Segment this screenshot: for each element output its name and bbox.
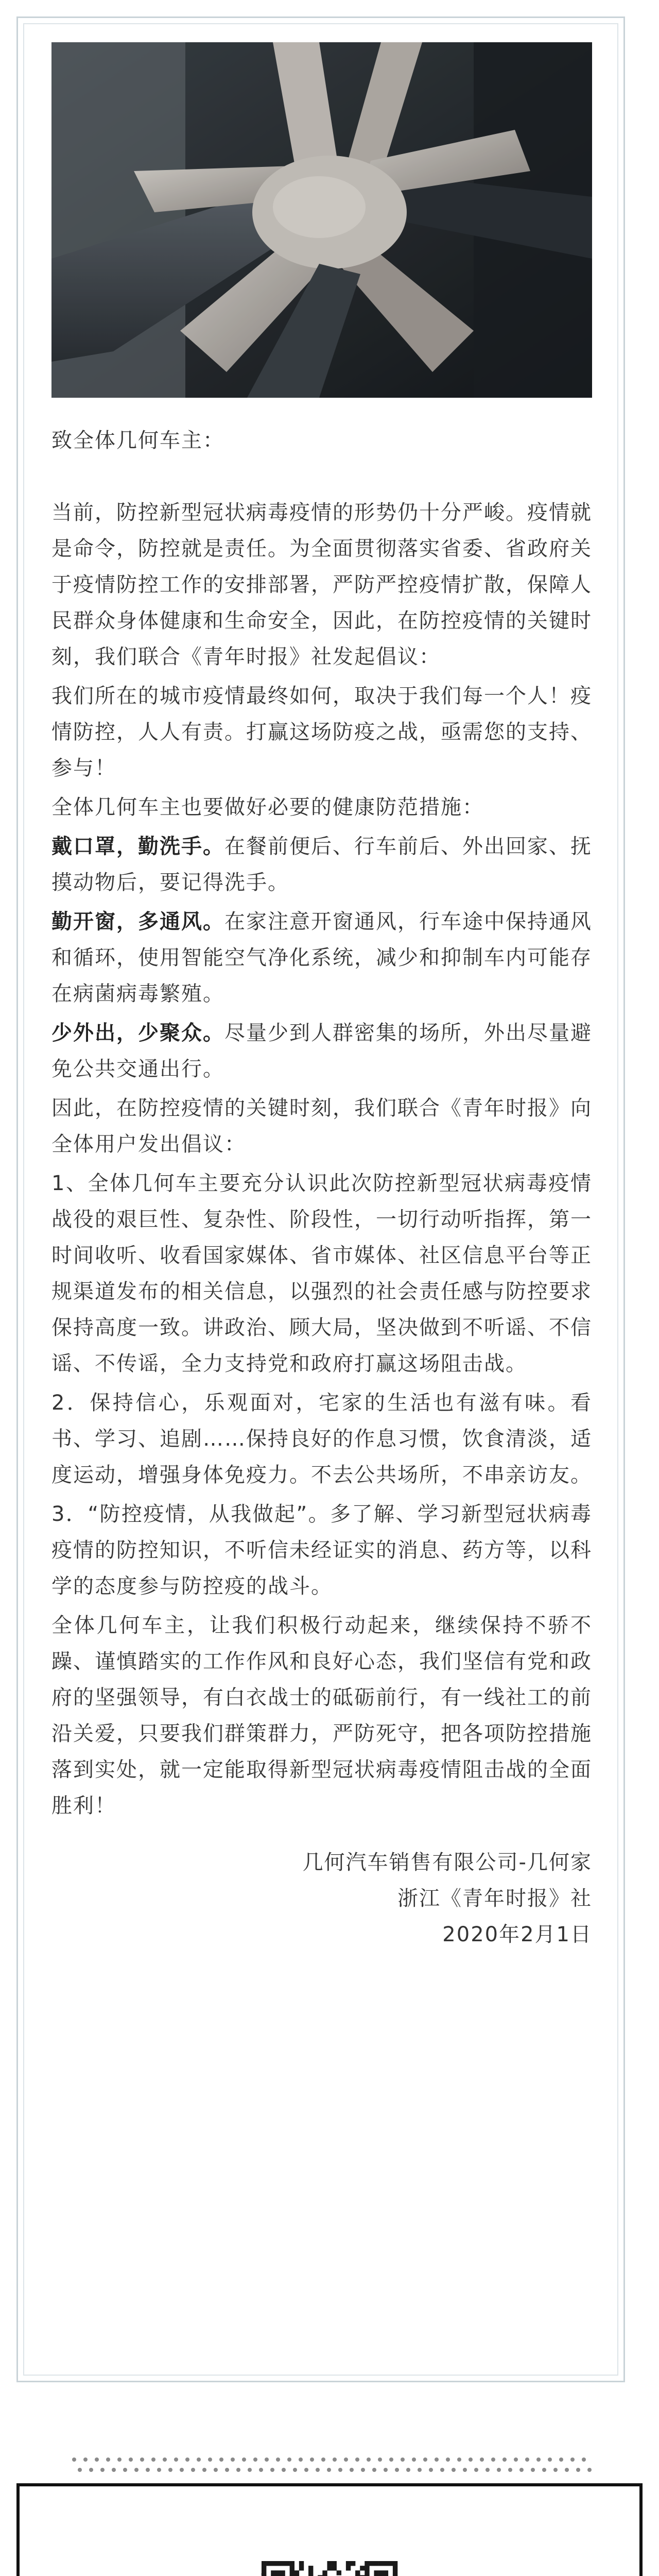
qr-module xyxy=(337,2570,341,2575)
divider-dot xyxy=(185,2458,189,2462)
divider-dot xyxy=(395,2468,399,2472)
divider-dot xyxy=(236,2468,240,2472)
divider-dot xyxy=(508,2468,512,2472)
qr-module xyxy=(346,2566,351,2570)
qr-module xyxy=(262,2566,266,2570)
divider-dot xyxy=(582,2458,586,2462)
divider-dot xyxy=(389,2458,393,2462)
divider-dot xyxy=(469,2458,473,2462)
qr-module xyxy=(374,2570,378,2575)
divider-dot xyxy=(265,2458,269,2462)
divider-dot xyxy=(100,2468,105,2472)
divider-dot xyxy=(553,2468,558,2472)
qr-module xyxy=(393,2566,397,2570)
qr-module xyxy=(275,2570,280,2575)
divider-dot xyxy=(429,2468,433,2472)
divider-dot xyxy=(542,2468,546,2472)
divider-dot xyxy=(299,2458,303,2462)
qr-module xyxy=(351,2561,355,2566)
qr-module xyxy=(384,2570,388,2575)
qr-module xyxy=(332,2566,337,2570)
divider-dot xyxy=(129,2458,133,2462)
dotted-divider-top xyxy=(72,2458,587,2478)
divider-dot xyxy=(140,2458,144,2462)
divider-dot xyxy=(168,2468,172,2472)
divider-dot xyxy=(548,2458,552,2462)
qr-code-icon xyxy=(262,2561,397,2576)
qr-section xyxy=(16,2483,643,2576)
divider-dot xyxy=(519,2468,524,2472)
paragraph-item-1: 1、全体几何车主要充分认识此次防控新型冠状病毒疫情战役的艰巨性、复杂性、阶段性，一切行动听指挥，第一时间收听、收看国家媒体、省市媒体、社区信息平台等正规渠道发布的相关信息，以强烈的社会责任感与防控要求保持高度一致。讲政治、顾大局，坚决做到不听谣、不信谣、不传谣，全力支持党和政府打赢这场阻击战。 xyxy=(51,1172,592,1376)
signature-block xyxy=(51,1844,592,1953)
divider-dot xyxy=(536,2458,541,2462)
divider-dot xyxy=(117,2458,122,2462)
divider-dot xyxy=(423,2458,427,2462)
qr-module xyxy=(379,2561,384,2566)
paragraph-item-2: 2．保持信心，乐观面对，宅家的生活也有滋有味。看书、学习、追剧……保持良好的作息习惯，饮食清淡，适度运动，增强身体免疫力。不去公共场所，不串亲访友。 xyxy=(51,1391,592,1487)
divider-dot xyxy=(570,2458,575,2462)
qr-module xyxy=(365,2561,369,2566)
qr-module xyxy=(365,2566,369,2570)
divider-dot xyxy=(202,2468,206,2472)
divider-dot xyxy=(231,2458,235,2462)
divider-dot xyxy=(259,2468,263,2472)
paragraph-stay-home: 少外出，少聚众。尽量少到人群密集的场所，外出尽量避免公共交通出行。 xyxy=(51,1021,592,1081)
divider-dot xyxy=(253,2458,257,2462)
divider-dot xyxy=(361,2468,365,2472)
divider-dot xyxy=(123,2468,127,2472)
divider-dot xyxy=(197,2458,201,2462)
divider-dot xyxy=(446,2458,450,2462)
divider-dot xyxy=(559,2458,563,2462)
paragraph-closing: 全体几何车主，让我们积极行动起来，继续保持不骄不躁、谨慎踏实的工作作风和良好心态，我们坚信有党和政府的坚强领导，有白衣战士的砥砺前行，有一线社工的前沿关爱，只要我们群策群力，严防死守，把各项防控措施落到实处，就一定能取得新型冠状病毒疫情阻击战的全面胜利！ xyxy=(51,1614,592,1818)
paragraph: 当前，防控新型冠状病毒疫情的形势仍十分严峻。疫情就是命令，防控就是责任。为全面贯彻落实省委、省政府关于疫情防控工作的安排部署，严防严控疫情扩散，保障人民群众身体健康和生命安全，因此，在防控疫情的关键时刻，我们联合《青年时报》社发起倡议： xyxy=(51,501,592,669)
qr-module xyxy=(327,2561,332,2566)
divider-dot xyxy=(180,2468,184,2472)
qr-module xyxy=(271,2561,275,2566)
divider-dot xyxy=(191,2468,195,2472)
qr-module xyxy=(393,2570,397,2575)
paragraph-masks: 戴口罩，勤洗手。在餐前便后、行车前后、外出回家、抚摸动物后，要记得洗手。 xyxy=(51,835,592,894)
qr-module xyxy=(360,2566,365,2570)
divider-dot xyxy=(208,2458,212,2462)
divider-dot xyxy=(248,2468,252,2472)
divider-dot xyxy=(293,2468,297,2472)
divider-dot xyxy=(378,2458,382,2462)
qr-module xyxy=(308,2566,313,2570)
qr-module xyxy=(346,2561,351,2566)
divider-dot xyxy=(95,2458,99,2462)
qr-module xyxy=(266,2561,271,2566)
qr-module xyxy=(290,2570,294,2575)
divider-dot xyxy=(316,2468,320,2472)
divider-dot xyxy=(83,2458,88,2462)
qr-module xyxy=(280,2561,285,2566)
divider-dot xyxy=(514,2458,518,2462)
divider-dot xyxy=(435,2458,439,2462)
qr-module xyxy=(355,2570,360,2575)
paragraph-ventilation: 勤开窗，多通风。在家注意开窗通风，行车途中保持通风和循环，使用智能空气净化系统，减少和抑制车内可能存在病菌病毒繁殖。 xyxy=(51,910,592,1006)
divider-dot xyxy=(276,2458,280,2462)
divider-dot xyxy=(106,2458,110,2462)
divider-dot xyxy=(72,2458,76,2462)
divider-dot xyxy=(219,2458,223,2462)
divider-dot xyxy=(327,2468,331,2472)
divider-dot xyxy=(338,2468,342,2472)
divider-dot xyxy=(112,2468,116,2472)
signature-org-1: 几何汽车销售有限公司-几何家 xyxy=(302,1851,592,1874)
divider-dot xyxy=(480,2458,484,2462)
divider-dot xyxy=(350,2468,354,2472)
divider-dot xyxy=(214,2468,218,2472)
divider-dot xyxy=(401,2458,405,2462)
divider-dot xyxy=(134,2468,138,2472)
divider-dot xyxy=(333,2458,337,2462)
qr-module xyxy=(322,2570,327,2575)
qr-module xyxy=(384,2561,388,2566)
qr-module xyxy=(294,2570,299,2575)
divider-dot xyxy=(452,2468,456,2472)
divider-dot xyxy=(440,2468,444,2472)
divider-dot xyxy=(344,2458,348,2462)
divider-dot xyxy=(406,2468,410,2472)
divider-dot xyxy=(474,2468,478,2472)
signature-org-2: 浙江《青年时报》社 xyxy=(397,1887,592,1910)
qr-module xyxy=(369,2561,374,2566)
qr-geometry-artwork xyxy=(20,2486,639,2576)
qr-module xyxy=(262,2561,266,2566)
divider-dot xyxy=(355,2458,359,2462)
divider-dot xyxy=(225,2468,229,2472)
divider-dot xyxy=(463,2468,467,2472)
qr-module xyxy=(299,2566,304,2570)
qr-module xyxy=(388,2561,393,2566)
divider-dot xyxy=(270,2468,274,2472)
divider-dot xyxy=(491,2458,495,2462)
divider-dot xyxy=(151,2458,155,2462)
signature-date: 2020年2月1日 xyxy=(442,1923,592,1946)
hero-image-stacked-hands xyxy=(51,42,592,398)
paragraph: 我们所在的城市疫情最终如何，取决于我们每一个人！疫情防控，人人有责。打赢这场防疫之战，亟需您的支持、参与！ xyxy=(51,684,592,780)
qr-module xyxy=(393,2561,397,2566)
divider-dot xyxy=(174,2458,178,2462)
qr-module xyxy=(290,2566,294,2570)
qr-module xyxy=(280,2570,285,2575)
paragraph: 因此，在防控疫情的关键时刻，我们联合《青年时报》向全体用户发出倡议： xyxy=(51,1096,592,1156)
divider-dot xyxy=(497,2468,501,2472)
qr-module xyxy=(275,2561,280,2566)
divider-dot xyxy=(367,2458,371,2462)
divider-dot xyxy=(163,2458,167,2462)
qr-module xyxy=(374,2561,378,2566)
qr-module xyxy=(379,2570,384,2575)
divider-dot xyxy=(502,2458,507,2462)
divider-dot xyxy=(485,2468,490,2472)
divider-dot xyxy=(157,2468,161,2472)
qr-module xyxy=(327,2566,332,2570)
qr-module xyxy=(299,2561,304,2566)
divider-dot xyxy=(525,2458,529,2462)
divider-dot xyxy=(457,2458,461,2462)
divider-dot xyxy=(412,2458,416,2462)
divider-dot xyxy=(310,2458,314,2462)
salutation: 致全体几何车主： xyxy=(51,429,224,452)
qr-module xyxy=(332,2561,337,2566)
paragraph: 全体几何车主也要做好必要的健康防范措施： xyxy=(51,795,484,819)
divider-dot xyxy=(287,2458,291,2462)
divider-dot xyxy=(304,2468,308,2472)
divider-dot xyxy=(242,2458,246,2462)
qr-module xyxy=(262,2570,266,2575)
qr-module xyxy=(308,2570,313,2575)
divider-dot xyxy=(321,2458,325,2462)
divider-dot xyxy=(372,2468,376,2472)
qr-module xyxy=(285,2561,290,2566)
divider-dot xyxy=(89,2468,93,2472)
divider-dot xyxy=(418,2468,422,2472)
divider-dot xyxy=(282,2468,286,2472)
letter-body xyxy=(51,422,592,1953)
divider-dot xyxy=(531,2468,535,2472)
paragraph-item-3: 3．“防控疫情，从我做起”。多了解、学习新型冠状病毒疫情的防控知识，不听信未经证实的消息、药方等，以科学的态度参与防控疫的战斗。 xyxy=(51,1502,592,1598)
divider-dot xyxy=(565,2468,569,2472)
divider-dot xyxy=(587,2468,592,2472)
divider-dot xyxy=(146,2468,150,2472)
qr-module xyxy=(271,2570,275,2575)
divider-dot xyxy=(78,2468,82,2472)
qr-module xyxy=(365,2570,369,2575)
divider-dot xyxy=(384,2468,388,2472)
divider-dot xyxy=(576,2468,580,2472)
qr-module xyxy=(290,2561,294,2566)
